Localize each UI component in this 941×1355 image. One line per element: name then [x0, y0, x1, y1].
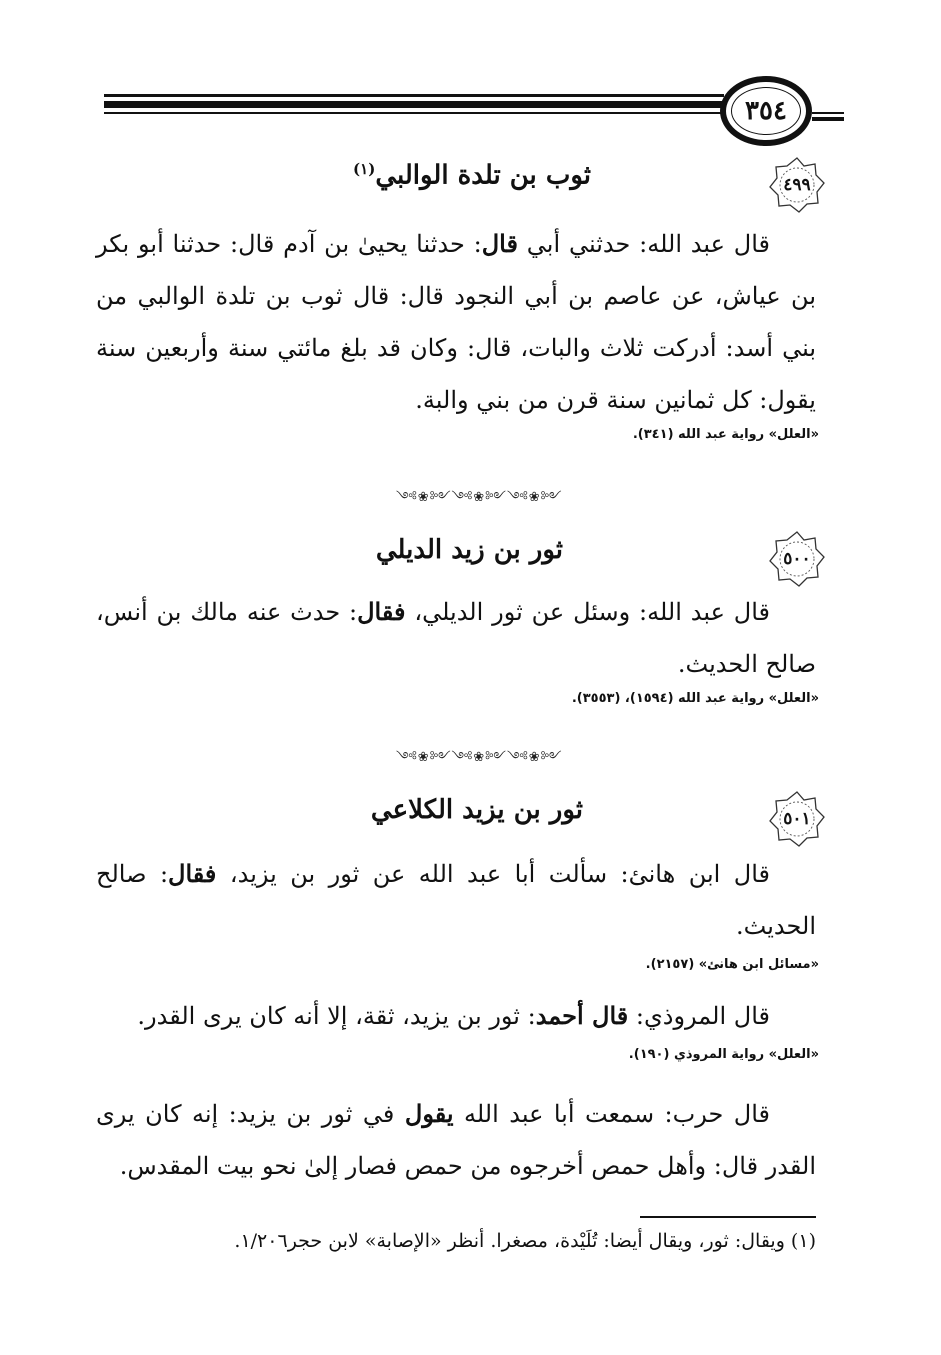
entry-paragraph [96, 990, 816, 1042]
entry-title-text: ثوب بن تلدة الوالبي [375, 160, 591, 191]
entry-number-ornament [768, 790, 826, 848]
entry-paragraph [96, 218, 816, 426]
paragraph-text: قال عبد الله: وسئل عن ثور الديلي، [405, 598, 770, 626]
entry-number: ٥٠١ [783, 809, 811, 829]
header-rule-right [812, 104, 844, 124]
source-citation: «العلل» رواية عبد الله (١٥٩٤)، (٣٥٥٣). [571, 691, 819, 706]
paragraph-bold: يقول [404, 1099, 454, 1128]
entry-number-ornament [768, 156, 826, 214]
entry-paragraph [96, 586, 816, 690]
paragraph-text: : ثور بن يزيد، ثقة، إلا أنه كان يرى القدر. [137, 1002, 536, 1030]
paragraph-bold: قال أحمد [535, 1001, 629, 1030]
paragraph-bold: فقال [168, 859, 217, 888]
entry-paragraph [96, 1088, 816, 1192]
page-number: ٣٥٤ [745, 96, 787, 126]
entry-number: ٤٩٩ [783, 175, 811, 195]
paragraph-text: : حدثنا يحيىٰ بن آدم قال: حدثنا أبو بكر بن عياش، عن عاصم بن أبي النجود قال: قال ثوب بن تلدة الوالبي من بني أسد: أدركت ثلاث والبات، قال: وكان قد بلغ مائتي سنة وأربعين سنة يقول: كل ثمانين سنة قرن من بني والبة. [96, 230, 816, 414]
entry-number-ornament [768, 530, 826, 588]
paragraph-text: : صالح الحديث. [96, 860, 816, 940]
paragraph-text: قال ابن هانئ: سألت أبا عبد الله عن ثور بن يزيد، [216, 860, 770, 888]
section-separator: ༺❀༻༺❀༻༺❀༻ [396, 750, 563, 765]
paragraph-text: قال عبد الله: حدثني أبي [517, 230, 770, 258]
page-number-badge [720, 76, 812, 146]
header-rule [104, 94, 724, 124]
paragraph-bold: فقال [357, 597, 406, 626]
footnote-rule [640, 1216, 816, 1218]
entry-number: ٥٠٠ [783, 549, 811, 569]
entry-paragraph [96, 848, 816, 952]
footnote: (١) ويقال: ثور، ويقال أيضا: تُلَيْدة، مصغرا. أنظر «الإصابة» لابن حجر١/٢٠٦. [234, 1230, 816, 1252]
entry-title: ثور بن زيد الديلي [375, 535, 563, 565]
entry-title: ثور بن يزيد الكلاعي [370, 795, 583, 825]
source-citation: «مسائل ابن هانئ» (٢١٥٧). [645, 957, 819, 972]
section-separator: ༺❀༻༺❀༻༺❀༻ [396, 490, 563, 505]
source-citation: «العلل» رواية المروذي (١٩٠). [628, 1047, 819, 1062]
paragraph-text: قال حرب: سمعت أبا عبد الله [453, 1100, 770, 1128]
footnote-ref[interactable]: (١) [353, 160, 376, 178]
paragraph-bold: قال [481, 229, 518, 258]
paragraph-text: في ثور بن يزيد: إنه كان يرى القدر قال: وأهل حمص أخرجوه من حمص فصار إلىٰ نحو بيت المقدس. [96, 1100, 816, 1180]
paragraph-text: قال المروذي: [628, 1002, 770, 1030]
entry-title [353, 160, 591, 191]
paragraph-text: : حدث عنه مالك بن أنس، صالح الحديث. [96, 598, 816, 678]
source-citation: «العلل» رواية عبد الله (٣٤١). [632, 427, 819, 442]
